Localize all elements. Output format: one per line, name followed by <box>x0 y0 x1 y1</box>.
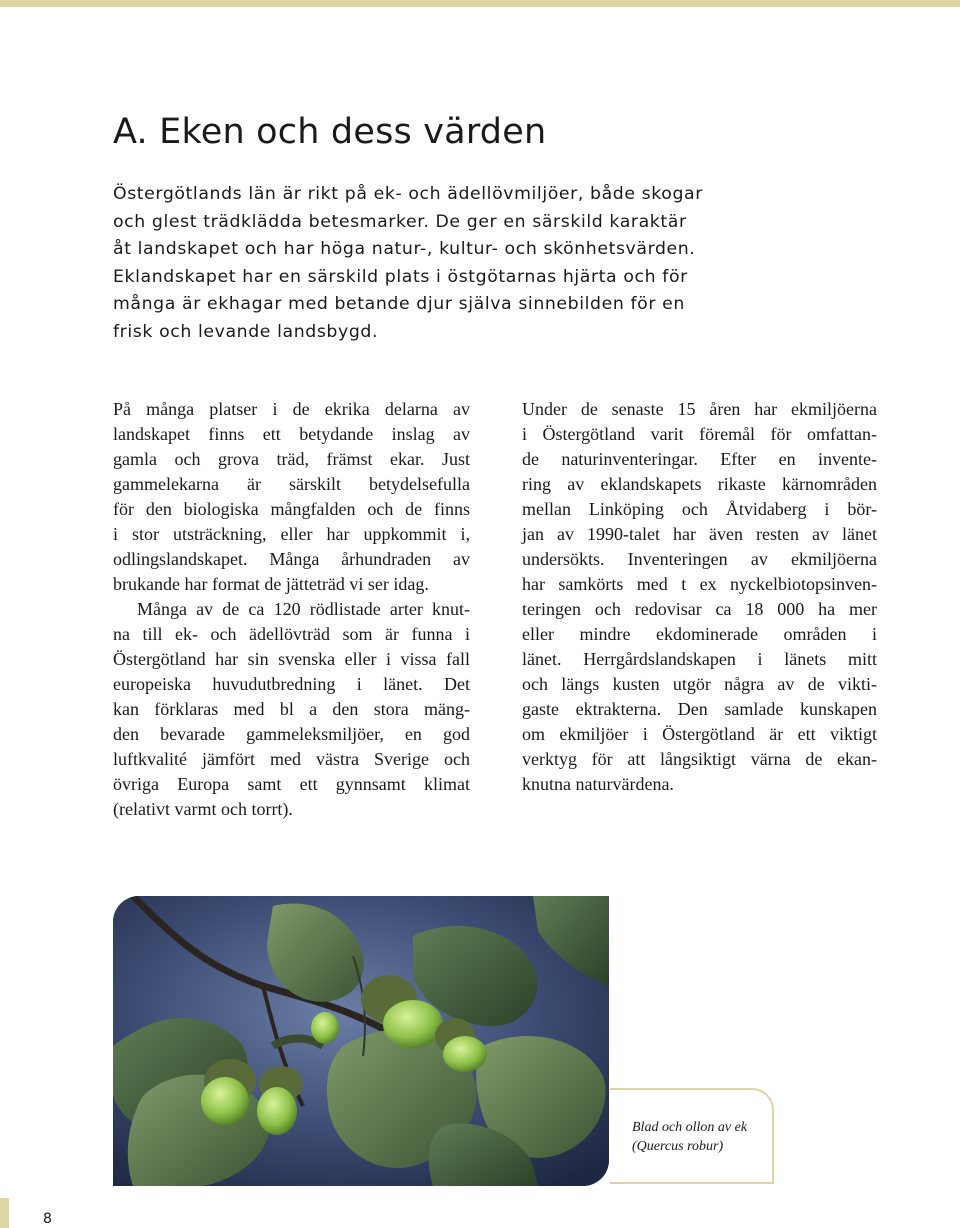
body-line: i stor utsträckning, eller har uppkommit i, <box>113 524 470 544</box>
intro-line: och glest trädklädda betesmarker. De ger en särskild karaktär <box>113 211 687 232</box>
caption-line: (Quercus robur) <box>632 1139 724 1154</box>
body-line: om ekmiljöer i Östergötland är ett viktigt <box>522 724 877 744</box>
body-line: brukande har format de jätteträd vi ser idag. <box>113 574 429 594</box>
body-line: länet. Herrgårdslandskapen i länets mitt <box>522 649 877 669</box>
body-line: Östergötland har sin svenska eller i vissa fall <box>113 649 470 669</box>
body-line: (relativt varmt och torrt). <box>113 799 293 819</box>
body-line: Många av de ca 120 rödlistade arter knut- <box>137 599 470 619</box>
caption-line: Blad och ollon av ek <box>632 1120 748 1135</box>
body-line: europeiska huvudutbredning i länet. Det <box>113 674 470 694</box>
body-line: na till ek- och ädellövträd som är funna i <box>113 624 470 644</box>
body-line: övriga Europa samt ett gynnsamt klimat <box>113 774 470 794</box>
body-line: och längs kusten utgör några av de vikti- <box>522 674 877 694</box>
body-column-right <box>522 397 877 797</box>
body-line: ring av eklandskapets rikaste kärnområden <box>522 474 877 494</box>
caption-box <box>610 1088 774 1184</box>
body-paragraph <box>113 597 470 822</box>
page-title: A. Eken och dess värden <box>113 112 547 152</box>
body-line: kan förklaras med bl a den stora mäng- <box>113 699 470 719</box>
body-line: jan av 1990-talet har även resten av länet <box>522 524 877 544</box>
intro-paragraph <box>113 181 713 347</box>
intro-line: Eklandskapet har en särskild plats i östgötarnas hjärta och för <box>113 266 688 287</box>
page-number: 8 <box>43 1211 52 1227</box>
body-column-left <box>113 397 470 822</box>
body-paragraph <box>522 397 877 797</box>
oak-leaves-acorns-illustration <box>113 896 609 1186</box>
body-line: På många platser i de ekrika delarna av <box>113 399 470 419</box>
page-edge-rule <box>0 1198 9 1228</box>
body-line: odlingslandskapet. Många århundraden av <box>113 549 470 569</box>
body-line: Under de senaste 15 åren har ekmiljöerna <box>522 399 877 419</box>
oak-photo <box>113 896 609 1186</box>
body-line: för den biologiska mångfalden och de finns <box>113 499 470 519</box>
body-paragraph <box>113 397 470 597</box>
body-line: verktyg för att långsiktigt värna de ekan- <box>522 749 877 769</box>
intro-line: åt landskapet och har höga natur-, kultur- och skönhetsvärden. <box>113 239 696 260</box>
intro-line: Östergötlands län är rikt på ek- och ädellövmiljöer, både skogar <box>113 184 703 204</box>
body-line: har samkörts med t ex nyckelbiotopsinven- <box>522 574 877 594</box>
body-line: eller mindre ekdominerade områden i <box>522 624 877 644</box>
photo-caption <box>632 1118 747 1156</box>
body-line: gammelekarna är särskilt betydelsefulla <box>113 474 470 494</box>
body-line: landskapet finns ett betydande inslag av <box>113 424 470 444</box>
body-line: luftkvalité jämfört med västra Sverige och <box>113 749 470 769</box>
body-line: de naturinventeringar. Efter en invente- <box>522 449 877 469</box>
body-line: knutna naturvärdena. <box>522 774 674 794</box>
intro-line: frisk och levande landsbygd. <box>113 321 379 342</box>
body-line: undersökts. Inventeringen av ekmiljöerna <box>522 549 877 569</box>
body-line: den bevarade gammeleksmiljöer, en god <box>113 724 470 744</box>
body-line: i Östergötland varit föremål för omfattan- <box>522 424 877 444</box>
body-line: gaste ektrakterna. Den samlade kunskapen <box>522 699 877 719</box>
body-line: teringen och redovisar ca 18 000 ha mer <box>522 599 877 619</box>
body-line: gamla och grova träd, främst ekar. Just <box>113 449 470 469</box>
intro-line: många är ekhagar med betande djur själva sinnebilden för en <box>113 294 685 315</box>
top-accent-bar <box>0 0 960 7</box>
body-line: mellan Linköping och Åtvidaberg i bör- <box>522 499 877 519</box>
